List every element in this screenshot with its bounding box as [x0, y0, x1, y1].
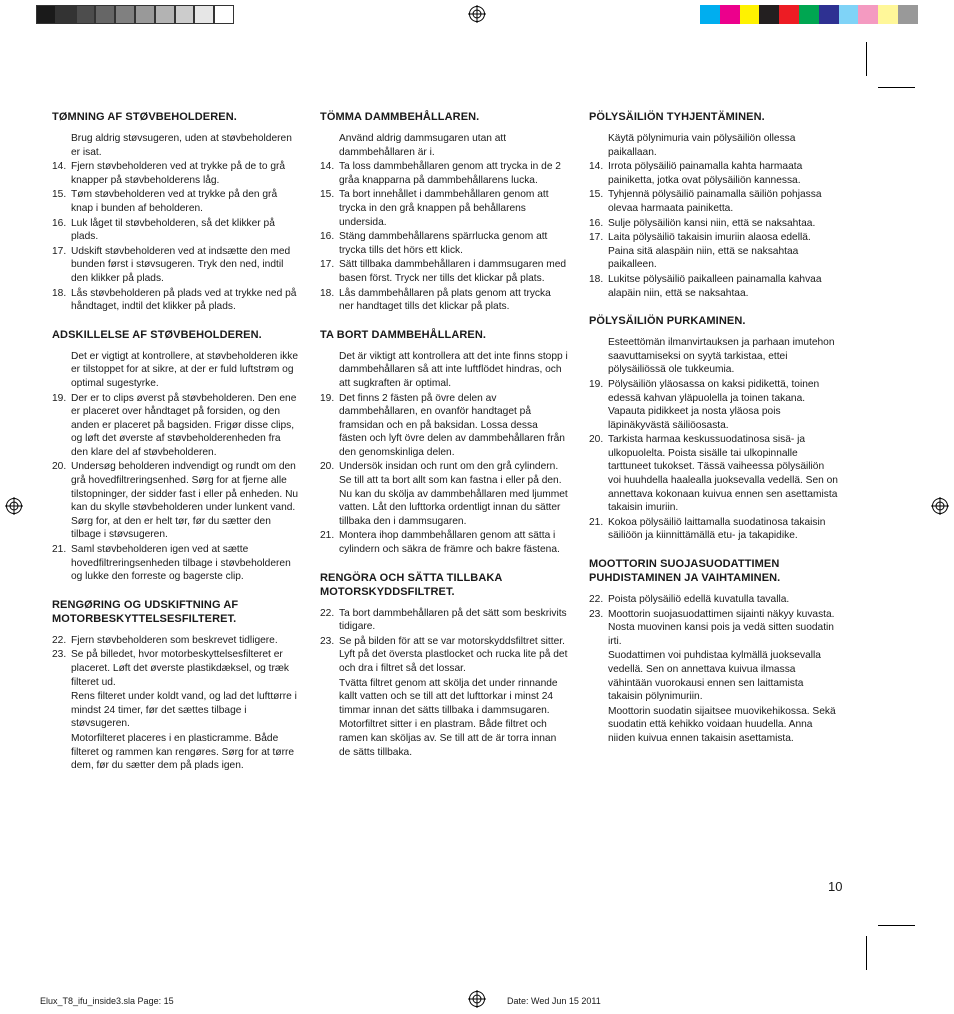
step-number: 20.	[52, 461, 67, 473]
registration-mark-icon	[468, 5, 486, 23]
step-number: 14.	[52, 161, 67, 173]
color-swatch	[898, 5, 918, 24]
danish-column	[52, 110, 300, 774]
color-swatch	[839, 5, 859, 24]
step-text: Det finns 2 fästen på övre delen av dammbehållaren, en ovanför handtaget på framsidan och en på baksidan. Lossa dessa fästen och lyft övre delen av dammbehållaren från den genomskinliga delen.	[339, 392, 565, 458]
step-text: Pölysäiliön yläosassa on kaksi pidikettä, toinen edessä kahvan yläpuolella ja toinen takana. Vapauta pidikkeet ja nosta yläosa pois läpinäkyvästä säiliöosasta.	[608, 378, 820, 431]
step-text: Sulje pölysäiliön kansi niin, että se naksahtaa.	[608, 217, 816, 229]
step-text: Montera ihop dammbehållaren genom att sätta i cylindern och säkra de främre och bakre fästena.	[339, 530, 560, 556]
instruction-note: Brug aldrig støvsugeren, uden at støvbeholderen er isat.	[71, 133, 292, 158]
step-number: 19.	[320, 392, 335, 404]
step-number: 20.	[589, 434, 604, 446]
step-text: Moottorin suojasuodattimen sijainti näkyy kuvasta. Nosta muovinen kansi pois ja vedä sitten suodatin irti.	[608, 608, 835, 647]
instruction-note: Esteettömän ilmanvirtauksen ja parhaan imutehon saavuttamiseksi on syytä tarkistaa, ettei pölysäiliössä ole tukkeumia.	[608, 337, 835, 376]
finnish-column	[589, 110, 839, 747]
step-text: Laita pölysäiliö takaisin imuriin alaosa edellä. Paina sitä alaspäin niin, että se naksahtaa paikalleen.	[608, 232, 811, 271]
step-text: Se på bilden för att se var motorskyddsfiltret sitter. Lyft på det översta plastlocket och rucka lite på det och dra i filtret så det lossar.	[339, 635, 568, 674]
step-text: Saml støvbeholderen igen ved at sætte hovedfiltreringsenheden tilbage i støvbeholderen og lukke den forreste og bagerste clip.	[71, 544, 291, 583]
instruction-step	[589, 593, 839, 607]
instruction-note: Rens filteret under koldt vand, og lad det lufttørre i mindst 24 timer, før det sættes tilbage i støvsugeren.	[71, 691, 297, 730]
color-swatch	[858, 5, 878, 24]
instruction-note: Moottorin suodatin sijaitsee muovikehikossa. Sekä suodatin että kehikko voidaan huudella. Anna niiden kuivua ennen takaisin asettamista.	[608, 705, 836, 744]
instruction-step	[320, 287, 568, 314]
registration-mark-icon	[931, 497, 949, 515]
step-number: 23.	[589, 608, 604, 620]
step-number: 23.	[320, 635, 335, 647]
instruction-step	[589, 433, 839, 515]
instruction-step	[589, 188, 839, 215]
step-text: Poista pölysäiliö edellä kuvatulla tavalla.	[608, 594, 790, 606]
instruction-note: Det är viktigt att kontrollera att det inte finns stopp i dammbehållaren så att inte luftflödet hindras, och att sugkraften är optimal.	[339, 350, 568, 389]
step-number: 14.	[320, 161, 335, 173]
grayscale-swatch	[175, 5, 195, 24]
instruction-note: Det er vigtigt at kontrollere, at støvbeholderen ikke er tilstoppet for at sikre, at der er fuld luftstrøm og optimal sugestyrke.	[71, 350, 299, 389]
section-heading: TØMNING AF STØVBEHOLDEREN.	[52, 111, 237, 123]
instruction-step	[320, 392, 568, 460]
instruction-step	[52, 392, 300, 460]
step-number: 16.	[52, 217, 67, 229]
registration-mark-icon	[468, 990, 486, 1008]
step-number: 17.	[320, 259, 335, 271]
step-text: Lukitse pölysäiliö paikalleen painamalla kahvaa alapäin niin, että se naksahtaa.	[608, 273, 822, 299]
instruction-step	[589, 217, 839, 231]
instruction-step	[52, 543, 300, 584]
section-heading: PÖLYSÄILIÖN TYHJENTÄMINEN.	[589, 111, 765, 123]
instruction-step	[52, 460, 300, 542]
instruction-step	[589, 516, 839, 543]
footer-date: Date: Wed Jun 15 2011	[507, 996, 601, 1006]
instruction-step	[52, 634, 300, 648]
step-number: 21.	[320, 530, 335, 542]
step-text: Tyhjennä pölysäiliö painamalla säiliön pohjassa olevaa harmaata painiketta.	[608, 189, 822, 214]
step-number: 16.	[320, 231, 335, 243]
step-text: Sätt tillbaka dammbehållaren i dammsugaren med basen först. Tryck ner tills det klickar på plats.	[339, 259, 567, 284]
grayscale-swatch	[95, 5, 115, 24]
instruction-note: Motorfiltret sitter i en plastram. Både filtret och ramen kan sköljas av. Se till att de är torra innan de sätts tillbaka.	[339, 719, 557, 758]
instruction-step	[589, 608, 839, 649]
step-text: Kokoa pölysäiliö laittamalla suodatinosa takaisin säiliöön ja kiinnittämällä etu- ja takapidike.	[608, 516, 826, 542]
color-swatch	[700, 5, 720, 24]
instruction-step	[589, 231, 839, 272]
step-number: 15.	[320, 189, 335, 201]
step-number: 21.	[52, 544, 67, 556]
instruction-step	[589, 273, 839, 300]
color-calibration-bar	[700, 5, 918, 24]
step-text: Undersøg beholderen indvendigt og rundt om den grå hovedfiltreringsenhed. Sørg for at fjerne alle tilstopninger, der sidder fast i eller på enheden. Nu kan du skylle støvbeholderen under lunkent vand. Sørg for, at den er helt tør, før du sætter den tilbage i støvsugeren.	[71, 461, 299, 541]
step-number: 21.	[589, 516, 604, 528]
footer-file-info: Elux_T8_ifu_inside3.sla Page: 15	[40, 996, 174, 1006]
instruction-step	[320, 230, 568, 257]
crop-mark	[866, 42, 867, 76]
step-text: Fjern støvbeholderen som beskrevet tidligere.	[71, 634, 278, 646]
instruction-step	[589, 160, 839, 187]
color-swatch	[779, 5, 799, 24]
page-number: 10	[828, 879, 843, 894]
step-number: 22.	[589, 594, 604, 606]
color-swatch	[720, 5, 740, 24]
step-number: 14.	[589, 161, 604, 173]
color-swatch	[799, 5, 819, 24]
step-text: Luk låget til støvbeholderen, så det klikker på plads.	[71, 217, 275, 243]
section-heading: TA BORT DAMMBEHÅLLAREN.	[320, 328, 487, 341]
step-text: Fjern støvbeholderen ved at trykke på de to grå knapper på støvbeholderens låg.	[71, 161, 286, 186]
instruction-note: Motorfilteret placeres i en plasticramme. Både filteret og rammen kan rengøres. Sørg for at tørre dem, før du sætter dem på plads igen.	[71, 732, 295, 772]
step-text: Se på billedet, hvor motorbeskyttelsesfilteret er placeret. Løft det øverste plastikdæksel, og træk filteret ud.	[71, 649, 289, 688]
step-number: 23.	[52, 649, 67, 661]
step-number: 19.	[589, 378, 604, 390]
section-heading: ADSKILLELSE AF STØVBEHOLDEREN.	[52, 328, 262, 341]
instruction-step	[320, 160, 568, 187]
step-number: 22.	[320, 607, 335, 619]
instruction-step	[52, 217, 300, 244]
instruction-step	[52, 188, 300, 215]
step-number: 20.	[320, 461, 335, 473]
step-text: Lås dammbehållaren på plats genom att trycka ner handtaget tills det klickar på plats.	[339, 287, 551, 313]
step-text: Irrota pölysäiliö painamalla kahta harmaata painiketta, jotka ovat pölysäiliön kannessa.	[608, 161, 803, 186]
instruction-step	[320, 529, 568, 556]
instruction-step	[320, 635, 568, 676]
instruction-step	[52, 648, 300, 689]
section-heading: RENGØRING OG UDSKIFTNING AF MOTORBESKYTTELSESFILTERET.	[52, 598, 239, 625]
step-number: 18.	[589, 273, 604, 285]
step-number: 17.	[589, 232, 604, 244]
step-number: 18.	[52, 287, 67, 299]
instruction-step	[320, 188, 568, 229]
step-text: Undersök insidan och runt om den grå cylindern. Se till att ta bort allt som kan fastna i eller på den. Nu kan du skölja av dammbehållaren med ljummet vatten. Låt den lufttorka ordentligt innan du sätter tillbaka den i dammsugaren.	[339, 461, 568, 527]
instruction-note: Suodattimen voi puhdistaa kylmällä juoksevalla vedellä. Sen on annettava kuivua ilmassa vähintään vuorokausi ennen sen laittamista takaisin pölynimuriin.	[608, 650, 821, 703]
instruction-step	[589, 378, 839, 432]
grayscale-swatch	[115, 5, 135, 24]
step-number: 18.	[320, 287, 335, 299]
section-heading: TÖMMA DAMMBEHÅLLAREN.	[320, 111, 480, 123]
section-heading: MOOTTORIN SUOJASUODATTIMEN PUHDISTAMINEN JA VAIHTAMINEN.	[589, 558, 781, 585]
swedish-column	[320, 110, 568, 760]
step-text: Udskift støvbeholderen ved at indsætte den med bunden først i støvsugeren. Tryk den ned, indtil den klikker på plads.	[71, 245, 291, 284]
color-swatch	[878, 5, 898, 24]
step-number: 19.	[52, 392, 67, 404]
step-text: Stäng dammbehållarens spärrlucka genom att trycka tills det hörs ett klick.	[339, 231, 548, 256]
section-heading: PÖLYSÄILIÖN PURKAMINEN.	[589, 315, 746, 328]
grayscale-swatch	[214, 5, 234, 24]
step-number: 22.	[52, 634, 67, 646]
step-number: 15.	[52, 189, 67, 201]
instruction-step	[320, 607, 568, 634]
grayscale-swatch	[155, 5, 175, 24]
grayscale-swatch	[194, 5, 214, 24]
step-text: Ta bort dammbehållaren på det sätt som beskrivits tidigare.	[339, 607, 567, 633]
instruction-step	[52, 245, 300, 286]
color-swatch	[759, 5, 779, 24]
instruction-note: Käytä pölynimuria vain pölysäiliön ollessa paikallaan.	[608, 133, 796, 158]
step-text: Tarkista harmaa keskussuodatinosa sisä- ja ulkopuolelta. Poista sisälle tai ulkopinnalle tarttuneet tukokset. Tässä vaiheessa pölysäiliön voi huuhdella haalealla juoksevalla vedellä. Sen on annettava kokonaan kuivua ennen sen asettamista takaisin imuriin.	[608, 434, 838, 514]
step-text: Lås støvbeholderen på plads ved at trykke ned på håndtaget, indtil det klikker på plads.	[71, 287, 297, 313]
grayscale-swatch	[135, 5, 155, 24]
crop-mark	[878, 87, 915, 88]
section-heading: RENGÖRA OCH SÄTTA TILLBAKA MOTORSKYDDSFILTRET.	[320, 571, 503, 598]
instruction-step	[52, 160, 300, 187]
instruction-note: Tvätta filtret genom att skölja det under rinnande kallt vatten och se till att det lufttorkar i minst 24 timmar innan det sätts tillbaka i dammsugaren.	[339, 677, 558, 716]
step-text: Der er to clips øverst på støvbeholderen. Den ene er placeret over håndtaget på forsiden, og den anden er placeret på bagsiden. Frigør disse clips, og løft det øverste af støvbeholderenheden fra den klare del af støvbeholderen.	[71, 392, 297, 458]
grayscale-swatch	[36, 5, 56, 24]
instruction-step	[320, 460, 568, 528]
grayscale-swatch	[76, 5, 96, 24]
registration-mark-icon	[5, 497, 23, 515]
step-text: Ta loss dammbehållaren genom att trycka in de 2 gråa knapparna på dammbehållarens lucka.	[339, 161, 561, 186]
step-text: Ta bort innehållet i dammbehållaren genom att trycka in den grå knappen på behållarens undersida.	[339, 189, 549, 228]
step-text: Tøm støvbeholderen ved at trykke på den grå knap i bunden af beholderen.	[71, 189, 278, 214]
instruction-note: Använd aldrig dammsugaren utan att dammbehållaren är i.	[339, 133, 507, 158]
step-number: 15.	[589, 189, 604, 201]
instruction-step	[52, 287, 300, 314]
crop-mark	[866, 936, 867, 970]
color-swatch	[819, 5, 839, 24]
step-number: 17.	[52, 245, 67, 257]
grayscale-calibration-bar	[36, 5, 234, 24]
crop-mark	[878, 925, 915, 926]
grayscale-swatch	[56, 5, 76, 24]
instruction-step	[320, 258, 568, 285]
color-swatch	[740, 5, 760, 24]
step-number: 16.	[589, 217, 604, 229]
